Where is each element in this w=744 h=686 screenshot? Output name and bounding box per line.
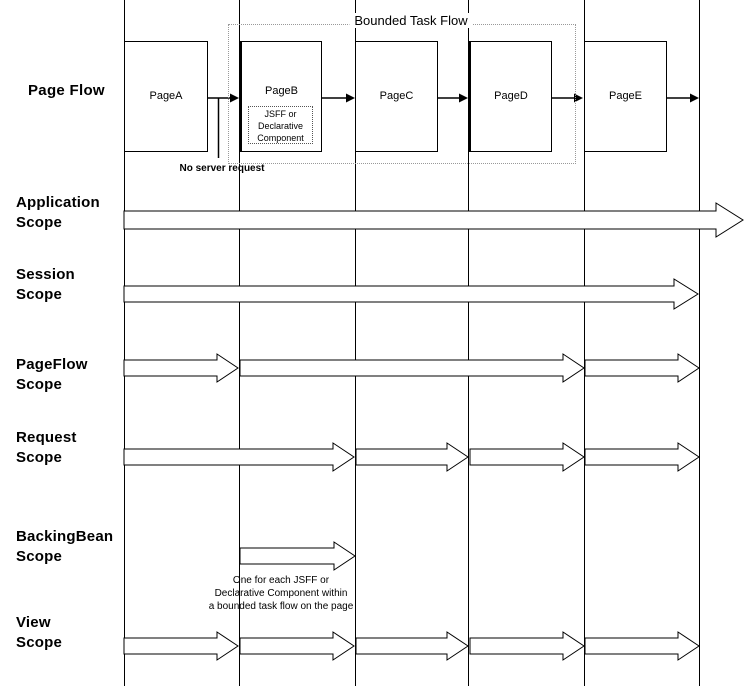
scope-arrow-pageflow <box>240 354 584 382</box>
scope-arrow-view <box>240 632 354 660</box>
scope-arrow-session <box>124 279 698 309</box>
scope-label-request: Request Scope <box>16 429 77 466</box>
backingbean-note-line: One for each JSFF or <box>232 575 330 586</box>
jsff-box-line: Component <box>257 133 304 143</box>
scope-arrow-request <box>356 443 468 471</box>
page-connector-arrowhead <box>690 94 699 103</box>
page-box-pagee <box>584 41 667 152</box>
backingbean-note-line: Declarative Component within <box>214 588 348 599</box>
scope-arrow-backingbean <box>240 542 355 570</box>
page-box-pageb <box>239 41 322 152</box>
scope-arrow-request <box>585 443 699 471</box>
page-box-paged <box>468 41 552 152</box>
page-box-pagec <box>355 41 438 152</box>
scope-arrow-pageflow <box>124 354 238 382</box>
page-label: PageD <box>494 90 528 102</box>
scope-arrow-view <box>470 632 584 660</box>
bounded-task-flow-label: Bounded Task Flow <box>349 13 472 28</box>
scope-label-application: Application Scope <box>16 194 100 231</box>
jsff-box-line: JSFF or <box>264 109 297 119</box>
scope-label-pageflow: PageFlow Scope <box>16 356 88 393</box>
scope-arrow-view <box>124 632 238 660</box>
backingbean-note <box>178 574 384 613</box>
page-label: PageE <box>608 90 643 102</box>
page-label: PageB <box>264 85 299 97</box>
no-server-request-label: No server request <box>179 163 265 174</box>
scope-arrow-application <box>124 203 743 237</box>
jsff-box-line: Declarative <box>257 121 304 131</box>
scope-arrow-view <box>585 632 699 660</box>
page-flow-row-label: Page Flow <box>28 82 105 99</box>
scope-arrow-request <box>470 443 584 471</box>
backingbean-note-line: a bounded task flow on the page <box>208 601 354 612</box>
page-label: PageC <box>379 90 414 102</box>
scope-label-view: View Scope <box>16 614 63 651</box>
scope-arrow-pageflow <box>585 354 699 382</box>
scope-arrow-view <box>356 632 468 660</box>
jsff-declarative-component-box <box>248 106 313 144</box>
page-box-pagea <box>124 41 208 152</box>
page-label: PageA <box>149 90 183 102</box>
scope-label-backingbean: BackingBean Scope <box>16 528 114 565</box>
scope-label-session: Session Scope <box>16 266 75 303</box>
